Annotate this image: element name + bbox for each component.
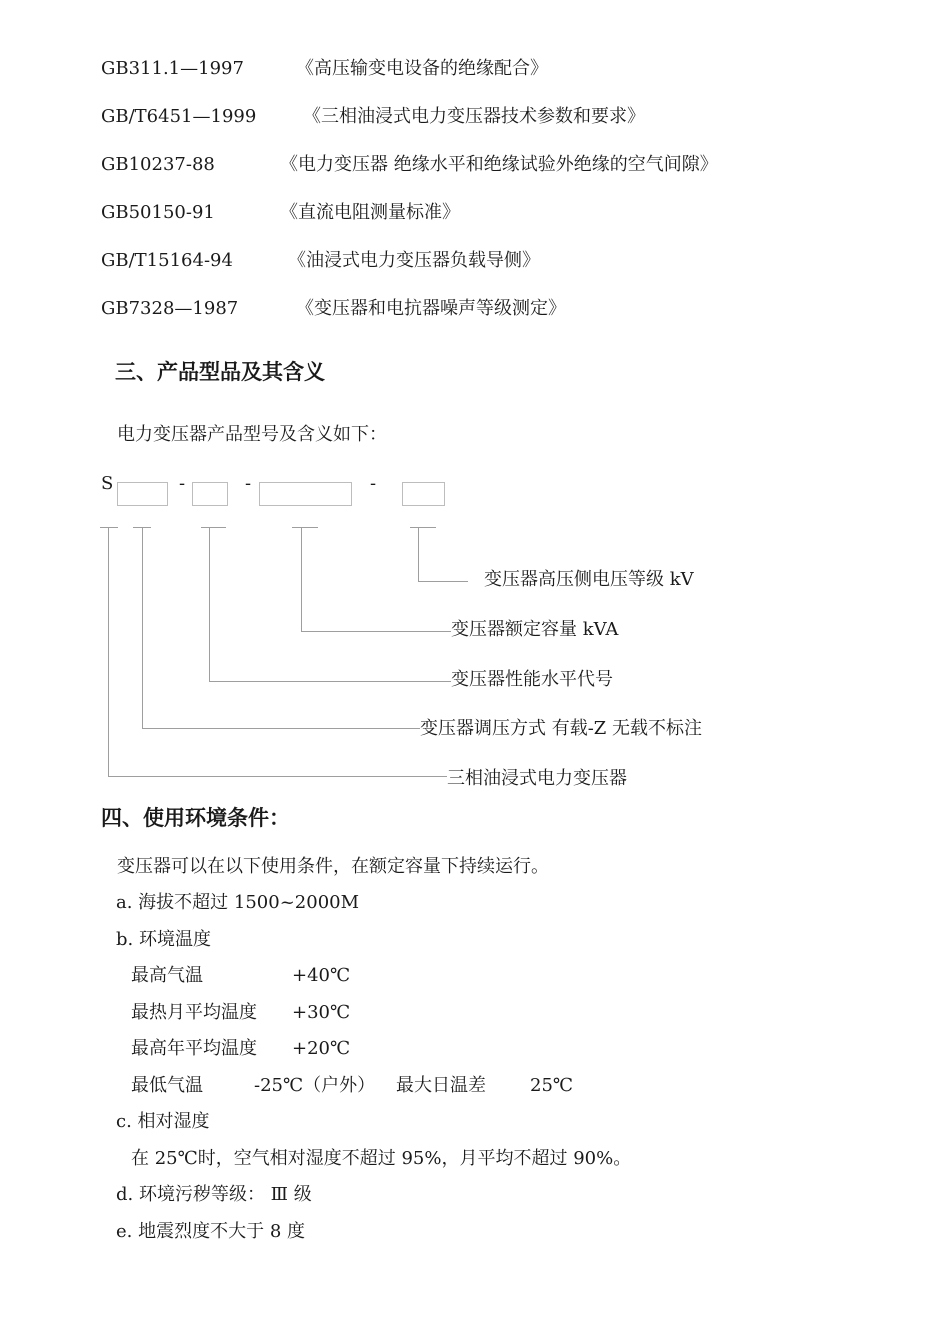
condition-item: c. 相对湿度 — [116, 1111, 210, 1132]
standard-code: GB50150-91 — [101, 202, 215, 223]
temp-value: +20℃ — [292, 1038, 351, 1059]
standard-title: 《油浸式电力变压器负载导侧》 — [288, 250, 540, 271]
standard-title: 《三相油浸式电力变压器技术参数和要求》 — [303, 106, 645, 127]
condition-item: e. 地震烈度不大于 8 度 — [116, 1221, 305, 1242]
model-field-voltage — [402, 482, 445, 506]
leader-line — [209, 681, 451, 682]
model-prefix: S — [101, 473, 114, 494]
label-capacity: 变压器额定容量 kVA — [451, 619, 619, 640]
section-heading: 三、产品型品及其含义 — [115, 360, 325, 384]
standard-code: GB311.1—1997 — [101, 58, 244, 79]
leader-line — [142, 527, 143, 728]
temp-value: +30℃ — [292, 1002, 351, 1023]
section-intro: 变压器可以在以下使用条件，在额定容量下持续运行。 — [117, 856, 549, 877]
temp-value: -25℃（户外） — [254, 1075, 376, 1096]
standard-title: 《电力变压器 绝缘水平和绝缘试验外绝缘的空气间隙》 — [280, 154, 718, 175]
leader-line — [301, 631, 451, 632]
leader-line — [108, 776, 447, 777]
label-regulation: 变压器调压方式 有载-Z 无载不标注 — [420, 718, 703, 739]
model-field-performance — [192, 482, 228, 506]
tick-line — [292, 527, 318, 528]
condition-detail: 在 25℃时，空气相对湿度不超过 95%，月平均不超过 90%。 — [131, 1148, 632, 1169]
label-performance: 变压器性能水平代号 — [451, 669, 613, 690]
condition-item: b. 环境温度 — [116, 929, 211, 950]
standard-title: 《变压器和电抗器噪声等级测定》 — [296, 298, 566, 319]
temp-value: +40℃ — [292, 965, 351, 986]
condition-item: a. 海拔不超过 1500~2000M — [116, 892, 360, 913]
tick-line — [100, 527, 118, 528]
temp-label: 最低气温 — [131, 1075, 203, 1096]
model-separator: - — [370, 473, 377, 494]
model-field-capacity — [259, 482, 352, 506]
label-type: 三相油浸式电力变压器 — [447, 768, 627, 789]
temp-label: 最大日温差 — [396, 1075, 486, 1096]
leader-line — [142, 728, 420, 729]
model-field-regulation — [117, 482, 168, 506]
standard-title: 《直流电阻测量标准》 — [280, 202, 460, 223]
leader-line — [301, 527, 302, 631]
leader-line — [209, 527, 210, 681]
tick-line — [201, 527, 226, 528]
temp-label: 最高气温 — [131, 965, 203, 986]
leader-line — [418, 581, 468, 582]
leader-line — [108, 527, 109, 776]
standard-code: GB/T6451—1999 — [101, 106, 257, 127]
label-voltage: 变压器高压侧电压等级 kV — [484, 569, 694, 590]
model-separator: - — [245, 473, 252, 494]
temp-label: 最热月平均温度 — [131, 1002, 257, 1023]
temp-value: 25℃ — [530, 1075, 574, 1096]
standard-code: GB7328—1987 — [101, 298, 239, 319]
section-heading: 四、使用环境条件： — [101, 806, 290, 830]
section-intro: 电力变压器产品型号及含义如下： — [117, 424, 387, 445]
model-separator: - — [179, 473, 186, 494]
tick-line — [410, 527, 436, 528]
standard-code: GB10237-88 — [101, 154, 215, 175]
leader-line — [418, 527, 419, 581]
standard-code: GB/T15164-94 — [101, 250, 233, 271]
condition-item: d. 环境污秽等级： Ⅲ 级 — [116, 1184, 312, 1205]
standard-title: 《高压输变电设备的绝缘配合》 — [296, 58, 548, 79]
temp-label: 最高年平均温度 — [131, 1038, 257, 1059]
